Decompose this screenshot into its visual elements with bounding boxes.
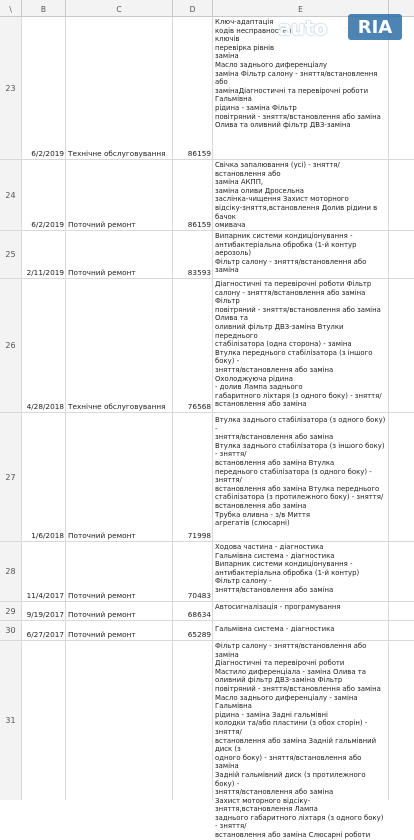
mileage-cell[interactable]: 71998	[173, 413, 213, 541]
empty-cell[interactable]	[389, 160, 414, 230]
column-header-c[interactable]	[66, 0, 173, 17]
mileage-cell[interactable]: 83593	[173, 231, 213, 278]
column-header-d[interactable]	[173, 0, 213, 17]
service-type-cell[interactable]: Технічне обслуговування	[66, 279, 173, 412]
mileage-cell[interactable]: 68634	[173, 602, 213, 620]
description-cell[interactable]: Фільтр салону - зняття/встановлення або заміна Діагностичні та перевірочні роботи Мастило диференціала - заміна Олива та оливний фільтр ДВЗ-заміна Фільтр повітряний - зняття/встановлення або заміна Масло заднього диференціалу - заміна Гальмівна рідина - заміна Задні гальмівні колодки та/або пластини (з обох сторін) - зняття/ встановлення або заміна Задній гальмівний диск (з одного боку) - зняття/встановлення або заміна Задній гальмівний диск (з протилежного боку) - зняття/встановлення або заміна Захист моторного відсіку-зняття,встановлення Лампа заднього габаритного ліхтаря (з одного боку) - зняття/ встановлення або заміна Слюсарні роботи	[213, 641, 389, 800]
date-cell[interactable]	[22, 641, 66, 800]
empty-cell[interactable]	[389, 542, 414, 601]
column-header-label: D	[189, 5, 196, 14]
description-cell[interactable]: Гальмівна система - діагностика	[213, 621, 389, 640]
row-number[interactable]: 24	[0, 160, 22, 230]
service-type-cell[interactable]: Поточний ремонт	[66, 160, 173, 230]
table-row	[0, 231, 414, 279]
date-cell[interactable]: 6/2/2019	[22, 160, 66, 230]
column-header-label: E	[298, 5, 303, 14]
description-cell[interactable]: Свічка запалювання (усі) - зняття/встановлення або заміна АКПП, заміна оливи Дросельна заслінка-чищення Захист моторного відсіку-зняття,встановлення Долив рідини в бачок омивача	[213, 160, 389, 230]
table-row	[0, 602, 414, 621]
description-cell[interactable]: Ключ-адаптація кодів несправностей ключів перевірка рівнів заміна Масло заднього диференціалу заміна Фільтр салону - зняття/встановлення або замінаДіагностичні та перевірочні роботи Гальмівна рідина - заміна Фільтр повітряний - зняття/встановлення або заміна Олива та оливний фільтр ДВЗ-заміна	[213, 17, 389, 159]
empty-cell[interactable]	[389, 231, 414, 278]
service-type-cell[interactable]: Поточний ремонт	[66, 542, 173, 601]
mileage-cell[interactable]: 86159	[173, 160, 213, 230]
date-cell[interactable]: 6/2/2019	[22, 17, 66, 159]
column-header-label: \	[9, 5, 12, 14]
service-type-cell[interactable]: Поточний ремонт	[66, 231, 173, 278]
service-type-cell[interactable]: Поточний ремонт	[66, 621, 173, 640]
column-header-b[interactable]	[22, 0, 66, 17]
table-row	[0, 641, 414, 840]
row-number[interactable]: 28	[0, 542, 22, 601]
date-cell[interactable]: 2/11/2019	[22, 231, 66, 278]
table-row	[0, 279, 414, 413]
column-header-label: C	[116, 5, 122, 14]
empty-cell[interactable]	[389, 621, 414, 640]
row-number[interactable]: 25	[0, 231, 22, 278]
row-number[interactable]: 30	[0, 621, 22, 640]
date-cell[interactable]: 6/27/2017	[22, 621, 66, 640]
date-cell[interactable]: 4/28/2018	[22, 279, 66, 412]
row-number[interactable]: 23	[0, 17, 22, 159]
mileage-cell[interactable]: 65289	[173, 621, 213, 640]
watermark-text-ria: RIA	[348, 14, 402, 40]
description-cell[interactable]: Втулка заднього стабілізатора (з одного боку) - зняття/встановлення або заміна Втулка заднього стабілізатора (з іншого боку) - зняття/ встановлення або заміна Втулка переднього стабілізатора (з одного боку) - зняття/ встановлення або заміна Втулка переднього стабілізатора (з протилежного боку) - зняття/ встановлення або заміна Трубка оливна - з/в Миття агрегатів (слюсарні)	[213, 413, 389, 541]
table-row	[0, 160, 414, 231]
date-cell[interactable]: 1/6/2018	[22, 413, 66, 541]
description-cell[interactable]: Ходова частина - діагностика Гальмівна система - діагностика Випарник системи кондиціонування - антибактеріальна обробка (1-й контур) Фільтр салону - зняття/встановлення або заміна	[213, 542, 389, 601]
row-number[interactable]: 27	[0, 413, 22, 541]
autoria-watermark-logo	[278, 14, 404, 42]
watermark-text-auto: auto	[278, 16, 328, 40]
table-row	[0, 621, 414, 641]
table-row	[0, 542, 414, 602]
description-cell[interactable]: Автосигналізація - програмування	[213, 602, 389, 620]
empty-cell[interactable]	[389, 279, 414, 412]
service-type-cell[interactable]: Поточний ремонт	[66, 602, 173, 620]
description-cell[interactable]: Випарник системи кондиціонування - антибактеріальна обробка (1-й контур аерозоль) Фільтр салону - зняття/встановлення або заміна	[213, 231, 389, 278]
empty-cell[interactable]	[389, 641, 414, 800]
mileage-cell[interactable]: 70483	[173, 542, 213, 601]
row-number[interactable]: 31	[0, 641, 22, 800]
date-cell[interactable]: 11/4/2017	[22, 542, 66, 601]
column-header-rownum[interactable]	[0, 0, 22, 17]
empty-cell[interactable]	[389, 602, 414, 620]
service-type-cell[interactable]: Поточний ремонт	[66, 413, 173, 541]
row-number[interactable]: 26	[0, 279, 22, 412]
mileage-cell[interactable]: 76568	[173, 279, 213, 412]
column-header-label: B	[40, 5, 47, 14]
description-cell[interactable]: Діагностичні та перевірочні роботи Фільтр салону - зняття/встановлення або заміна Фільтр повітряний - зняття/встановлення або заміна Олива та оливний фільтр ДВЗ-заміна Втулки переднього стабілізатора (одна сторона) - заміна Втулка переднього стабілізатора (з іншого боку) - зняття/встановлення або заміна Охолоджуюча рідина - долив Лампа заднього габаритного ліхтаря (з одного боку) - зняття/ встановлення або заміна	[213, 279, 389, 412]
service-type-cell[interactable]: Технічне обслуговування	[66, 17, 173, 159]
mileage-cell[interactable]: 86159	[173, 17, 213, 159]
service-type-cell[interactable]	[66, 641, 173, 800]
empty-cell[interactable]	[389, 413, 414, 541]
table-row	[0, 413, 414, 542]
date-cell[interactable]: 9/19/2017	[22, 602, 66, 620]
mileage-cell[interactable]	[173, 641, 213, 800]
row-number[interactable]: 29	[0, 602, 22, 620]
